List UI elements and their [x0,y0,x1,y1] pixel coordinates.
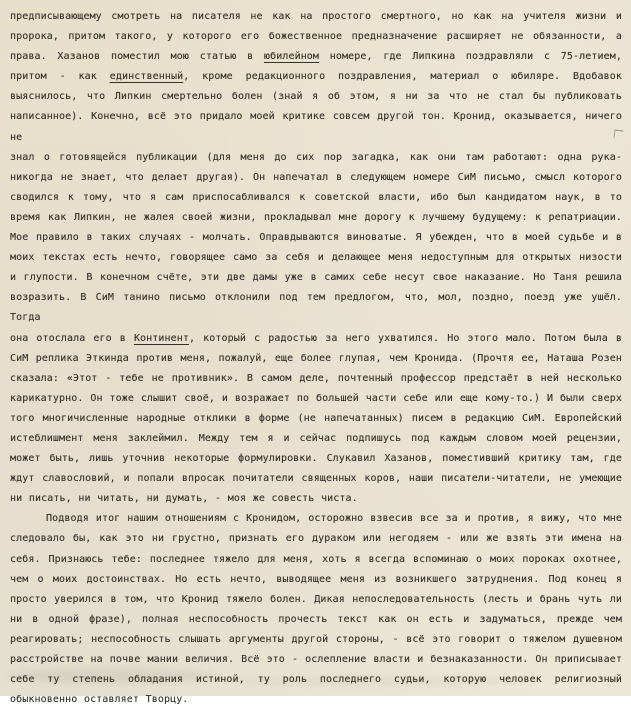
text-segment: время как Липкин, не жалея своей жизни, прокладывал мне дорогу к лучшему будущему: к репатриации. [10,211,622,223]
text-line [10,148,622,168]
text-line [10,529,622,549]
text-line [10,449,622,469]
text-segment: расстройстве на почве мании величия. Всё это - ослепление власти и безнаказанности. Он приписывает [10,654,622,665]
text-segment: пророка, притом такого, у которого его божественное предназначение расширяет не обязанности, а [10,31,622,43]
text-segment: написанное). Конечно, всё это придало моей критике совсем другой тон. Кронид, оказывается, ничего не [10,111,622,143]
text-segment: возразить. В СиМ танино письмо отклонили под тем предлогом, что, мол, поздно, поезд уже ушёл. Тогда [10,292,622,324]
text-segment: обыкновенно оставляет Творцу. [10,694,189,706]
text-segment: может быть, лишь уточнив некоторые формулировки. Слукавил Хазанов, поместивший критику там, где [10,453,622,465]
text-line [10,670,622,690]
text-segment: просто уверился в том, что Кронид тяжело болен. Дикая непоследовательность (лесть и брань чуть ли [10,593,622,605]
text-line [10,429,622,449]
text-segment: номере, где Липкина поздравляли с 75-летием, [319,51,622,63]
typewritten-text-block [10,7,622,710]
text-segment: реагировать; неспособность слышать аргументы другой стороны, - всё это говорит о тяжелом душевном [10,633,622,645]
text-line [10,590,622,610]
text-segment: она отослала его в [10,332,134,344]
text-segment: Подводя итог нашим отношениям с Кронидом, осторожно взвесив все за и против, я вижу, что мне [46,513,622,525]
text-line [10,168,622,188]
text-line [10,489,622,509]
text-line [10,288,622,328]
text-segment: СиМ реплика Эткинда против меня, пожалуй, еще более глупая, чем Кронида. (Прочтя ее, Наташа Розен [10,352,622,364]
text-line [10,248,622,268]
text-line [10,188,622,208]
text-line [10,389,622,409]
text-segment: сказала: «Этот - тебе не противник». В самом деле, почтенный профессор предстаёт в ней несколько [10,372,622,384]
text-line [10,329,622,349]
text-segment: и глупости. В конечном счёте, эти две дамы уже в самих себе несут свое наказание. Но Таня решила [10,272,622,284]
text-segment: сводился к тому, что я сам приспосабливался к советской власти, ибо был кандидатом наук, в то [10,191,622,203]
text-line [10,690,622,710]
text-segment: истеблишмент меня заклеймил. Между тем я и сейчас подпишусь под каждым словом моей рецензии, [10,432,622,444]
text-segment: моих текстах есть нечто, говорящее само за себя и делающее меня недоступным для открытых низости [10,252,622,264]
text-line [10,349,622,369]
text-line [10,369,622,389]
text-segment: карикатурно. Он тоже слышит своё, и возражает по большей части себе или еще кому-то.) И были сверх [10,392,622,404]
text-line [10,570,622,590]
underlined-word: юбилейном [263,51,320,63]
text-line [10,268,622,288]
text-line [10,228,622,248]
text-line [10,67,622,87]
text-line [10,469,622,489]
text-line [10,7,622,27]
text-line [10,650,622,670]
text-line [10,87,622,107]
text-line [10,208,622,228]
text-segment: знал о готовящейся публикации (для меня до сих пор загадка, как они там работают: одна рука- [10,151,622,163]
text-line [10,630,622,650]
text-segment: , кроме редакционного поздравления, материал о юбиляре. Вдобавок [183,71,622,83]
text-segment: ждут славословий, и попали впросак почитатели священных коров, наши писатели-читатели, не умеющие [10,473,622,485]
text-segment: никогда не знает, что делает другая). Он напечатал в следующем номере СиМ письмо, смысл которого [10,171,622,183]
text-segment: себя. Признаюсь тебе: последнее тяжело для меня, хоть я всегда вспоминаю о моих пороках охотнее, [10,553,622,565]
text-line [10,409,622,429]
text-line [10,107,622,147]
text-segment: того многичисленные народные отклики в форме (не напечатанных) писем в редакцию СиМ. Европейский [10,412,622,424]
text-line [10,47,622,67]
text-line [10,610,622,630]
text-segment: ни в одной фразе), полная неспособность прочесть текст как он есть и задуматься, прежде чем [10,613,622,625]
text-line [10,509,622,529]
text-segment: Мое правило в таких случаях - молчать. Оправдываются виноватые. Я убежден, что в моей судьбе и в [10,232,622,244]
underlined-word: Континент [133,332,190,344]
text-segment: предписывающему смотреть на писателя не как на простого смертного, но как на учителя жизни и [10,11,622,22]
text-segment: чем о моих достоинствах. Но есть нечто, выводящее меня из возникшего затруднения. Под конец я [10,573,622,585]
text-segment: ни писать, ни читать, ни думать, - моя же совесть чиста. [10,493,358,505]
text-segment: притом - как [10,71,110,83]
text-segment: себе ту степень обладания истиной, ту роль последнего судьи, которую человек религиозный [10,674,622,686]
text-line [10,550,622,570]
text-segment: следовало бы, как это ни грустно, признать его дураком или негодяем - или же взять эти имена на [10,533,622,545]
underlined-word: единственный [109,71,184,83]
text-segment: , который с радостью за него ухватился. Но этого мало. Потом была в [189,332,623,344]
text-line [10,27,622,47]
text-segment: выяснилось, что Липкин смертельно болен (знай я об этом, я ни за что не стал бы публиковать [10,91,622,103]
text-segment: права. Хазанов поместил мою статью в [10,51,264,63]
